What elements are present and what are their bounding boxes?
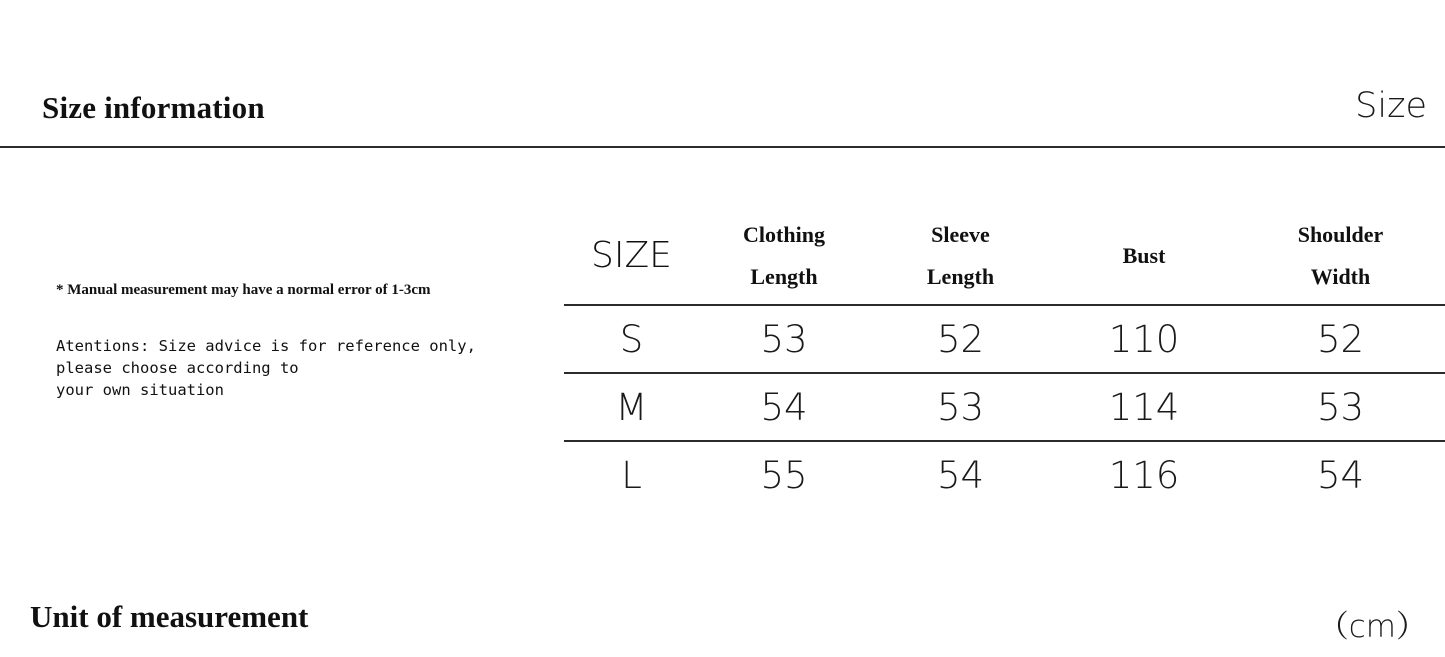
cell-bust: 110 (1108, 317, 1180, 361)
column-header-shoulder-width-line2: Width (1310, 264, 1371, 289)
column-header-clothing-length-line2: Length (750, 264, 818, 289)
column-header-clothing-length (699, 208, 869, 305)
table-row (564, 305, 1445, 373)
column-header-sleeve-length-line1: Sleeve (931, 222, 990, 247)
cell-clothing-length: 54 (760, 385, 808, 429)
cell-size: M (615, 385, 648, 429)
cell-sleeve-length: 54 (936, 453, 985, 497)
column-header-sleeve-length-line2: Length (926, 264, 995, 289)
column-header-bust: Bust (1122, 243, 1166, 268)
attention-note: Atentions: Size advice is for reference only, please choose according to your own situation (56, 337, 476, 399)
column-header-size: SIZE (591, 235, 672, 276)
cell-bust: 116 (1108, 453, 1180, 497)
size-chart-table (564, 208, 1445, 508)
cell-clothing-length: 53 (760, 317, 808, 361)
column-header-shoulder-width (1236, 208, 1445, 305)
footer-title: Unit of measurement (30, 599, 309, 634)
cell-shoulder-width: 52 (1316, 317, 1365, 361)
cell-shoulder-width: 54 (1316, 453, 1365, 497)
page-title: Size information (42, 90, 265, 125)
header-size-label: Size (1355, 86, 1427, 126)
cell-shoulder-width: 53 (1316, 385, 1365, 429)
column-header-sleeve-length (869, 208, 1052, 305)
size-information-header (0, 86, 1445, 148)
footer-unit-value: （cm） (1317, 609, 1427, 645)
cell-clothing-length: 55 (760, 453, 808, 497)
unit-of-measurement-footer (0, 599, 1445, 657)
cell-sleeve-length: 52 (936, 317, 985, 361)
manual-measurement-note: * Manual measurement may have a normal error of 1-3cm (56, 282, 431, 298)
column-header-clothing-length-line1: Clothing (743, 222, 825, 247)
table-header-row (564, 208, 1445, 305)
cell-sleeve-length: 53 (936, 385, 985, 429)
column-header-shoulder-width-line1: Shoulder (1297, 222, 1384, 247)
cell-size: S (619, 317, 644, 361)
table-row (564, 441, 1445, 508)
table-row (564, 373, 1445, 441)
measurement-notes (56, 282, 526, 401)
cell-bust: 114 (1108, 385, 1180, 429)
cell-size: L (621, 453, 642, 497)
